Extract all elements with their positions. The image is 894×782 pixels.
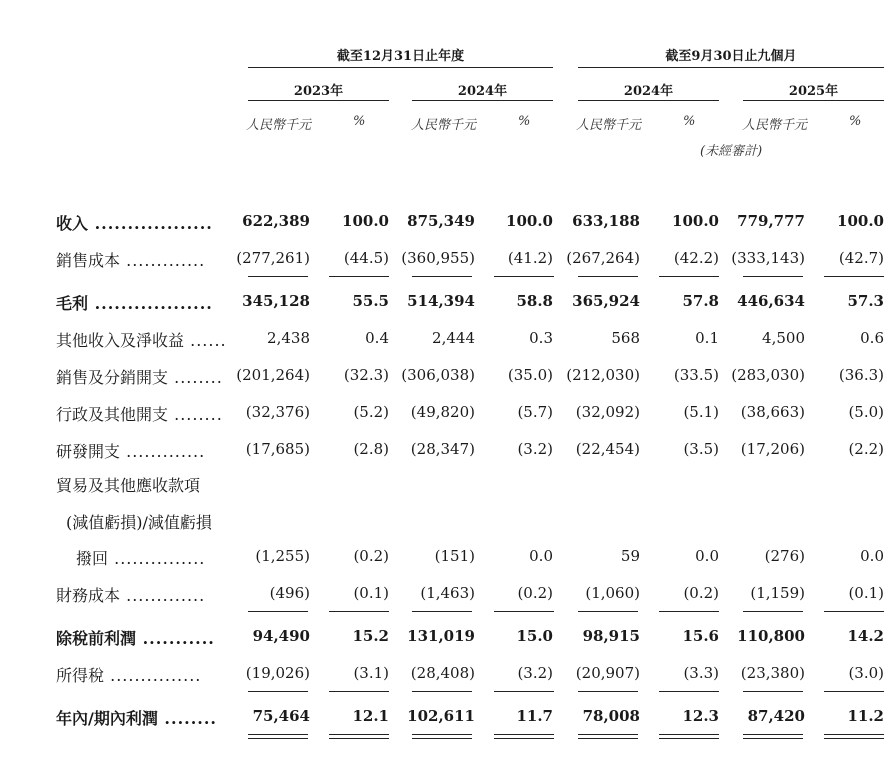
- double-rule-bottom-pct-2025-9m: [824, 738, 884, 739]
- rule-before-tax-amt-2025-9m: [743, 611, 803, 612]
- rule-gross-profit-pct-2024-9m: [659, 276, 719, 277]
- cell-pct-2024-9m: (0.2): [683, 584, 719, 602]
- double-rule-bottom-pct-2023: [329, 738, 389, 739]
- cell-pct-2024: (0.2): [517, 584, 553, 602]
- cell-pct-2025-9m: (42.7): [838, 249, 884, 267]
- cell-amt-2025-9m: 779,777: [737, 212, 805, 230]
- cell-pct-2024: 0.0: [529, 547, 553, 565]
- row-label-text: 銷售成本: [56, 251, 121, 270]
- rule-before-tax-pct-2024-9m: [659, 611, 719, 612]
- row-label-text: 所得稅: [56, 666, 105, 685]
- cell-pct-2023: 100.0: [342, 212, 389, 230]
- period-rule-2024: [412, 100, 553, 101]
- cell-pct-2024: (3.2): [517, 664, 553, 682]
- row-label-text: 年內/期內利潤: [56, 709, 158, 728]
- rule-before-tax-pct-2024: [494, 611, 554, 612]
- row-label-leader: ........: [168, 368, 223, 387]
- rule-before-tax-amt-2023: [248, 611, 308, 612]
- cell-amt-2023: 2,438: [267, 329, 310, 347]
- cell-pct-2024: 0.3: [529, 329, 553, 347]
- cell-amt-2024-9m: (32,092): [575, 403, 640, 421]
- cell-pct-2023: (5.2): [353, 403, 389, 421]
- double-rule-top-pct-2025-9m: [824, 734, 884, 735]
- cell-pct-2023: 15.2: [352, 627, 389, 645]
- cell-pct-2023: (0.2): [353, 547, 389, 565]
- cell-amt-2025-9m: (38,663): [740, 403, 805, 421]
- cell-amt-2025-9m: 446,634: [737, 292, 805, 310]
- cell-amt-2024: (1,463): [420, 584, 475, 602]
- cell-amt-2023: (496): [269, 584, 310, 602]
- double-rule-bottom-amt-2024-9m: [578, 738, 638, 739]
- unit-pct-2025-9m: %: [849, 114, 862, 129]
- cell-amt-2025-9m: (283,030): [731, 366, 805, 384]
- cell-amt-2024-9m: (20,907): [575, 664, 640, 682]
- row-label-text: 除稅前利潤: [56, 629, 137, 648]
- row-label: [66, 510, 212, 533]
- row-label-leader: ..................: [88, 214, 213, 233]
- cell-amt-2023: 94,490: [252, 627, 310, 645]
- cell-pct-2023: (3.1): [353, 664, 389, 682]
- row-label-leader: ...............: [108, 549, 206, 568]
- cell-amt-2025-9m: 110,800: [737, 627, 805, 645]
- double-rule-top-amt-2023: [248, 734, 308, 735]
- double-rule-top-amt-2025-9m: [743, 734, 803, 735]
- cell-amt-2024-9m: 568: [611, 329, 640, 347]
- double-rule-top-amt-2024: [412, 734, 472, 735]
- cell-pct-2025-9m: 0.6: [860, 329, 884, 347]
- cell-pct-2025-9m: 100.0: [837, 212, 884, 230]
- cell-pct-2024: 11.7: [516, 707, 553, 725]
- cell-amt-2024: (151): [434, 547, 475, 565]
- row-label-text: 收入: [56, 214, 89, 233]
- cell-amt-2025-9m: (333,143): [731, 249, 805, 267]
- cell-pct-2024-9m: (42.2): [673, 249, 719, 267]
- cell-amt-2025-9m: (23,380): [740, 664, 805, 682]
- unit-amount-2024-9m: 人民幣千元: [576, 118, 642, 133]
- rule-before-tax-pct-2025-9m: [824, 611, 884, 612]
- cell-pct-2024-9m: 100.0: [672, 212, 719, 230]
- cell-pct-2024-9m: 15.6: [682, 627, 719, 645]
- cell-pct-2023: (0.1): [353, 584, 389, 602]
- row-label-leader: .............: [120, 586, 206, 605]
- cell-pct-2023: (32.3): [343, 366, 389, 384]
- cell-amt-2024: 131,019: [407, 627, 475, 645]
- cell-amt-2023: 345,128: [242, 292, 310, 310]
- row-label-text: 銷售及分銷開支: [56, 368, 169, 387]
- cell-pct-2024-9m: 12.3: [682, 707, 719, 725]
- cell-pct-2025-9m: 11.2: [847, 707, 884, 725]
- cell-amt-2024: (306,038): [401, 366, 475, 384]
- row-label-text: 貿易及其他應收款項: [56, 476, 201, 495]
- cell-amt-2024-9m: 98,915: [582, 627, 640, 645]
- rule-gross-profit-amt-2023: [248, 276, 308, 277]
- cell-amt-2023: (19,026): [245, 664, 310, 682]
- row-label-text: 其他收入及淨收益: [56, 331, 185, 350]
- cell-amt-2024: 875,349: [407, 212, 475, 230]
- row-label: [56, 626, 215, 649]
- row-label-text: 財務成本: [56, 586, 121, 605]
- rule-before-tax-pct-2023: [329, 611, 389, 612]
- cell-pct-2024-9m: (33.5): [673, 366, 719, 384]
- cell-amt-2024-9m: 365,924: [572, 292, 640, 310]
- group-header-year: 截至12月31日止年度: [336, 49, 465, 64]
- cell-amt-2024-9m: 59: [620, 547, 640, 565]
- cell-pct-2024: (41.2): [507, 249, 553, 267]
- rule-gross-profit-pct-2024: [494, 276, 554, 277]
- double-rule-bottom-amt-2025-9m: [743, 738, 803, 739]
- cell-amt-2023: (201,264): [236, 366, 310, 384]
- cell-amt-2023: (1,255): [255, 547, 310, 565]
- row-label: [56, 328, 227, 351]
- cell-amt-2024: (360,955): [401, 249, 475, 267]
- rule-gross-profit-pct-2025-9m: [824, 276, 884, 277]
- cell-pct-2025-9m: 14.2: [847, 627, 884, 645]
- group-header-nine-months: 截至9月30日止九個月: [665, 49, 797, 64]
- row-label: [56, 365, 223, 388]
- unit-pct-2024: %: [518, 114, 531, 129]
- row-label-leader: ........: [157, 709, 217, 728]
- row-label: [56, 473, 200, 496]
- group-rule-nine-months: [578, 67, 884, 68]
- cell-amt-2024-9m: 633,188: [572, 212, 640, 230]
- row-label-text: (減值虧損)/減值虧損: [66, 513, 212, 532]
- cell-amt-2024: (49,820): [410, 403, 475, 421]
- cell-amt-2024-9m: (267,264): [566, 249, 640, 267]
- row-label-leader: ...............: [104, 666, 202, 685]
- double-rule-top-pct-2024-9m: [659, 734, 719, 735]
- period-header-2024: 2024年: [457, 84, 508, 99]
- cell-pct-2023: (44.5): [343, 249, 389, 267]
- cell-amt-2025-9m: (17,206): [740, 440, 805, 458]
- cell-pct-2024-9m: (5.1): [683, 403, 719, 421]
- cell-amt-2023: (32,376): [245, 403, 310, 421]
- cell-amt-2024: (28,347): [410, 440, 475, 458]
- cell-pct-2024: 58.8: [516, 292, 553, 310]
- unit-pct-2023: %: [353, 114, 366, 129]
- rule-net-profit-amt-2024-9m: [578, 691, 638, 692]
- cell-pct-2024-9m: 0.0: [695, 547, 719, 565]
- cell-amt-2024-9m: (1,060): [585, 584, 640, 602]
- cell-amt-2024-9m: (212,030): [566, 366, 640, 384]
- row-label: [56, 248, 205, 271]
- cell-pct-2025-9m: 0.0: [860, 547, 884, 565]
- cell-amt-2024-9m: (22,454): [575, 440, 640, 458]
- cell-amt-2024: 2,444: [432, 329, 475, 347]
- cell-amt-2023: (17,685): [245, 440, 310, 458]
- row-label-leader: .............: [120, 251, 206, 270]
- cell-pct-2024: 100.0: [506, 212, 553, 230]
- double-rule-bottom-pct-2024: [494, 738, 554, 739]
- row-label: [56, 583, 205, 606]
- row-label: [56, 402, 223, 425]
- rule-net-profit-pct-2024: [494, 691, 554, 692]
- row-label: [56, 439, 205, 462]
- cell-amt-2023: 622,389: [242, 212, 310, 230]
- cell-amt-2024: (28,408): [410, 664, 475, 682]
- cell-pct-2025-9m: (2.2): [848, 440, 884, 458]
- cell-amt-2024: 102,611: [407, 707, 475, 725]
- cell-pct-2024-9m: 0.1: [695, 329, 719, 347]
- row-label-leader: ..................: [88, 294, 213, 313]
- row-label: [76, 546, 205, 569]
- cell-amt-2023: 75,464: [252, 707, 310, 725]
- cell-pct-2025-9m: (3.0): [848, 664, 884, 682]
- rule-net-profit-pct-2024-9m: [659, 691, 719, 692]
- rule-net-profit-pct-2025-9m: [824, 691, 884, 692]
- unit-amount-2024: 人民幣千元: [411, 118, 477, 133]
- row-label-text: 撥回: [76, 549, 109, 568]
- cell-pct-2024-9m: (3.5): [683, 440, 719, 458]
- cell-pct-2025-9m: (5.0): [848, 403, 884, 421]
- double-rule-top-pct-2023: [329, 734, 389, 735]
- cell-pct-2023: 12.1: [352, 707, 389, 725]
- cell-amt-2025-9m: 4,500: [762, 329, 805, 347]
- cell-amt-2024-9m: 78,008: [582, 707, 640, 725]
- row-label-leader: ...........: [136, 629, 215, 648]
- row-label-leader: .............: [120, 442, 206, 461]
- rule-gross-profit-amt-2025-9m: [743, 276, 803, 277]
- cell-amt-2024: 514,394: [407, 292, 475, 310]
- period-header-2025-9m: 2025年: [788, 84, 839, 99]
- rule-net-profit-amt-2023: [248, 691, 308, 692]
- cell-amt-2025-9m: 87,420: [747, 707, 805, 725]
- rule-net-profit-amt-2025-9m: [743, 691, 803, 692]
- rule-net-profit-pct-2023: [329, 691, 389, 692]
- rule-before-tax-amt-2024: [412, 611, 472, 612]
- row-label-leader: ........: [168, 405, 223, 424]
- unit-amount-2023: 人民幣千元: [246, 118, 312, 133]
- cell-amt-2023: (277,261): [236, 249, 310, 267]
- cell-pct-2025-9m: (0.1): [848, 584, 884, 602]
- cell-pct-2024: (5.7): [517, 403, 553, 421]
- cell-amt-2025-9m: (276): [764, 547, 805, 565]
- group-rule-year: [248, 67, 553, 68]
- row-label: [56, 291, 213, 314]
- cell-pct-2024: 15.0: [516, 627, 553, 645]
- unit-amount-2025-9m: 人民幣千元: [742, 118, 808, 133]
- cell-pct-2024: (35.0): [507, 366, 553, 384]
- period-rule-2024-9m: [578, 100, 719, 101]
- unaudited-note: (未經審計): [700, 144, 763, 159]
- row-label-leader: ......: [184, 331, 227, 350]
- cell-pct-2025-9m: 57.3: [847, 292, 884, 310]
- row-label-text: 研發開支: [56, 442, 121, 461]
- double-rule-top-amt-2024-9m: [578, 734, 638, 735]
- row-label: [56, 211, 213, 234]
- row-label-text: 行政及其他開支: [56, 405, 169, 424]
- cell-pct-2024-9m: 57.8: [682, 292, 719, 310]
- rule-net-profit-amt-2024: [412, 691, 472, 692]
- cell-pct-2024: (3.2): [517, 440, 553, 458]
- double-rule-bottom-amt-2024: [412, 738, 472, 739]
- rule-gross-profit-amt-2024-9m: [578, 276, 638, 277]
- period-header-2024-9m: 2024年: [623, 84, 674, 99]
- period-rule-2023: [248, 100, 389, 101]
- row-label: [56, 706, 217, 729]
- cell-pct-2023: 0.4: [365, 329, 389, 347]
- double-rule-bottom-amt-2023: [248, 738, 308, 739]
- row-label: [56, 663, 201, 686]
- unit-pct-2024-9m: %: [683, 114, 696, 129]
- period-header-2023: 2023年: [293, 84, 344, 99]
- cell-pct-2025-9m: (36.3): [838, 366, 884, 384]
- rule-gross-profit-amt-2024: [412, 276, 472, 277]
- rule-before-tax-amt-2024-9m: [578, 611, 638, 612]
- period-rule-2025-9m: [743, 100, 884, 101]
- double-rule-top-pct-2024: [494, 734, 554, 735]
- cell-amt-2025-9m: (1,159): [750, 584, 805, 602]
- row-label-text: 毛利: [56, 294, 89, 313]
- double-rule-bottom-pct-2024-9m: [659, 738, 719, 739]
- cell-pct-2023: (2.8): [353, 440, 389, 458]
- cell-pct-2024-9m: (3.3): [683, 664, 719, 682]
- cell-pct-2023: 55.5: [352, 292, 389, 310]
- rule-gross-profit-pct-2023: [329, 276, 389, 277]
